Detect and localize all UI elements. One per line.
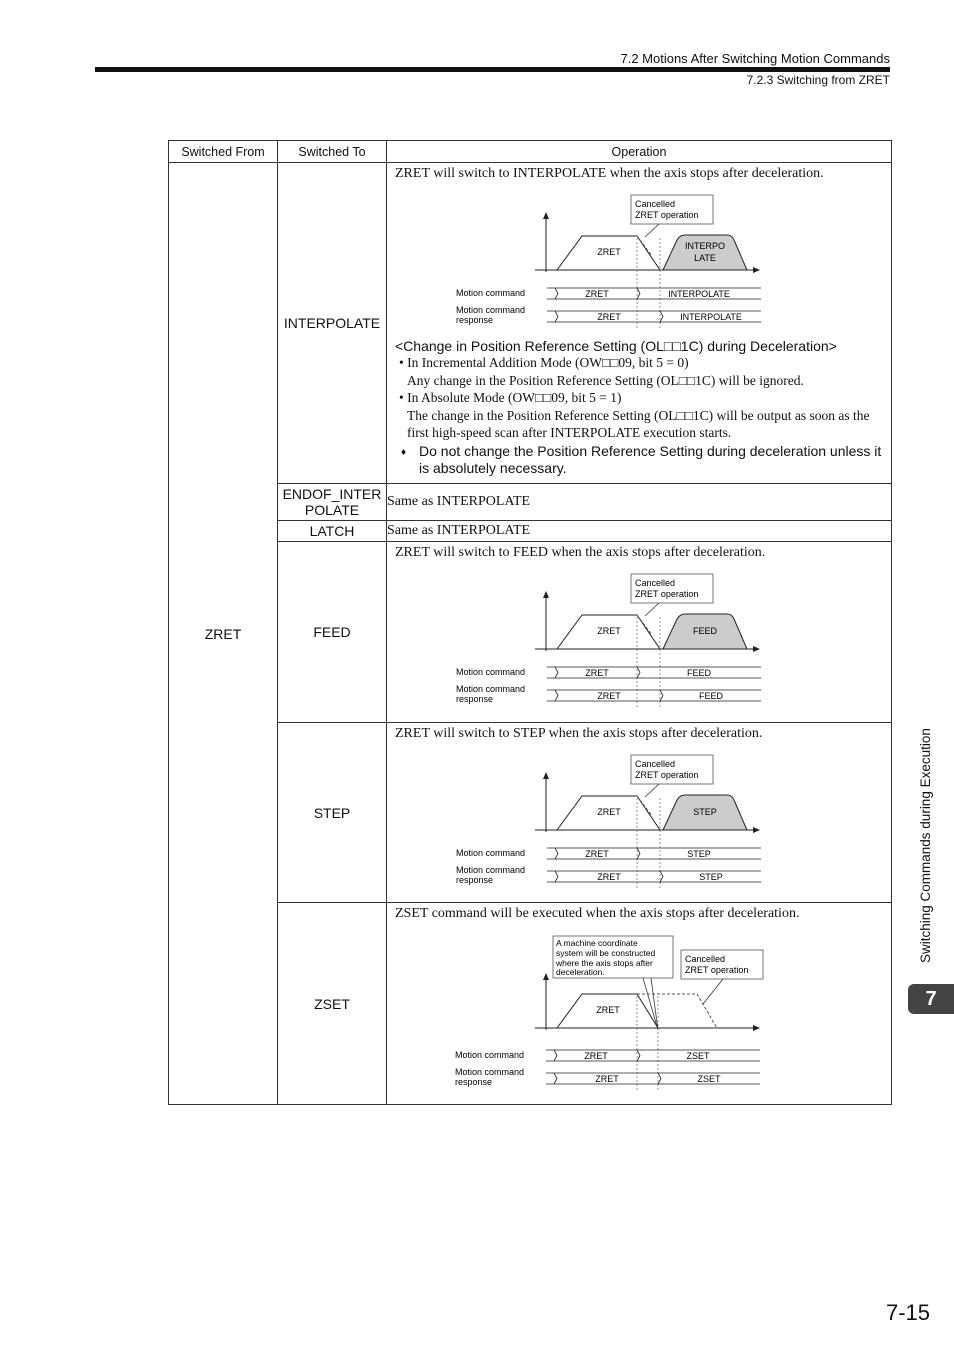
profile-label-interpolate-2: LATE [694, 253, 716, 263]
response-timeline [547, 871, 761, 882]
profile-label-interpolate-1: INTERPO [684, 241, 726, 251]
callout-line-1: Cancelled [685, 954, 726, 964]
operation-cell: Same as INTERPOLATE [387, 484, 892, 521]
response-interpolate: INTERPOLATE [680, 312, 742, 322]
profile-label-zret: ZRET [597, 247, 621, 257]
velocity-axis-arrow [543, 772, 549, 779]
response-timeline [546, 1073, 760, 1084]
response-label-2: response [456, 315, 494, 325]
coord-callout-line-2: system will be constructed [556, 948, 656, 958]
response-zret: ZRET [597, 872, 621, 882]
callout-line-2: ZRET operation [685, 965, 749, 975]
switched-to-feed: FEED [278, 542, 387, 723]
header-rule [95, 67, 890, 72]
command-timeline [547, 667, 761, 678]
header-switched-to: Switched To [278, 141, 387, 163]
profile-label-zret: ZRET [597, 626, 621, 636]
command-interpolate: INTERPOLATE [668, 289, 730, 299]
header-switched-from: Switched From [169, 141, 278, 163]
response-label-1: Motion command [455, 1067, 525, 1077]
timing-diagram-zset [447, 924, 827, 1098]
velocity-axis-arrow [543, 591, 549, 598]
switched-to-step: STEP [278, 723, 387, 903]
callout-line-2: ZRET operation [635, 589, 699, 599]
response-timeline [547, 690, 761, 701]
command-timeline [546, 1050, 760, 1061]
operation-lead: ZRET will switch to INTERPOLATE when the axis stops after deceleration. [395, 166, 824, 181]
operation-lead: ZSET command will be executed when the axis stops after deceleration. [395, 906, 800, 921]
coord-callout-line-3: where the axis stops after [556, 958, 653, 968]
table-row [169, 723, 892, 903]
callout-pointer [645, 224, 659, 237]
command-timeline [547, 848, 761, 859]
table-row [169, 903, 892, 1105]
response-feed: FEED [698, 691, 724, 701]
response-label-2: response [456, 875, 494, 885]
time-axis-arrow [753, 1025, 760, 1031]
callout-line-2: ZRET operation [635, 770, 699, 780]
command-zret: ZRET [584, 1051, 608, 1061]
response-label-2: response [455, 1077, 493, 1087]
operation-lead: ZRET will switch to STEP when the axis stops after deceleration. [395, 726, 763, 741]
operation-cell [387, 542, 892, 723]
switched-from-cell: ZRET [169, 163, 278, 1105]
section-header: 7.2 Motions After Switching Motion Commands [620, 51, 890, 66]
coord-callout-line-1: A machine coordinate [556, 938, 638, 948]
incremental-mode-bullet: • In Incremental Addition Mode (OW□□09, bit 5 = 0) [399, 355, 689, 370]
motion-command-label: Motion command [456, 667, 526, 677]
callout-pointer [703, 979, 723, 1004]
command-zset: ZSET [686, 1051, 710, 1061]
switched-to-zset: ZSET [278, 903, 387, 1105]
switched-to-interpolate: INTERPOLATE [278, 163, 387, 484]
operation-cell [387, 163, 892, 484]
switched-to-latch: LATCH [278, 521, 387, 542]
header-operation: Operation [387, 141, 892, 163]
time-axis-arrow [753, 267, 760, 273]
operation-cell: Same as INTERPOLATE [387, 521, 892, 542]
callout-pointer [645, 784, 659, 797]
command-step: STEP [687, 849, 711, 859]
timing-diagram-interpolate [447, 184, 827, 336]
profile-label-zret: ZRET [597, 807, 621, 817]
caution-note [387, 441, 891, 481]
table-row [169, 521, 892, 542]
incremental-mode-text: Any change in the Position Reference Setting (OL□□1C) will be ignored. [407, 373, 804, 388]
callout-line-1: Cancelled [635, 578, 676, 588]
operation-cell [387, 723, 892, 903]
to-line-1: ENDOF_INTER [282, 486, 382, 502]
reference-change-heading: <Change in Position Reference Setting (OL□□1C) during Deceleration> [395, 338, 837, 354]
response-label-1: Motion command [456, 305, 526, 315]
callout-line-1: Cancelled [635, 759, 676, 769]
response-zret: ZRET [597, 312, 621, 322]
subsection-header: 7.2.3 Switching from ZRET [746, 73, 890, 87]
timing-diagram-step [447, 744, 827, 896]
table-header-row [169, 141, 892, 163]
operation-cell [387, 903, 892, 1105]
chapter-title-vertical: Switching Commands during Execution [918, 728, 933, 963]
command-zret: ZRET [585, 289, 609, 299]
table-row [169, 542, 892, 723]
callout-line-1: Cancelled [635, 199, 676, 209]
caution-text: Do not change the Position Reference Setting during deceleration unless it is absolutely necessary. [419, 443, 882, 476]
to-line-2: POLATE [304, 502, 360, 518]
response-zret: ZRET [597, 691, 621, 701]
motion-command-label: Motion command [455, 1050, 525, 1060]
coordinate-callout-pointer [643, 978, 658, 1030]
operation-lead: ZRET will switch to FEED when the axis stops after deceleration. [395, 545, 766, 560]
command-zret: ZRET [585, 849, 609, 859]
motion-command-label: Motion command [456, 848, 526, 858]
profile-label-feed: FEED [692, 626, 718, 636]
response-label-2: response [456, 694, 494, 704]
time-axis-arrow [753, 827, 760, 833]
switching-table [168, 140, 892, 1105]
profile-label-step: STEP [693, 807, 717, 817]
chapter-number-tab: 7 [908, 984, 954, 1014]
response-label-1: Motion command [456, 865, 526, 875]
velocity-axis-arrow [543, 973, 549, 980]
coord-callout-line-4: deceleration. [556, 967, 605, 977]
command-zret: ZRET [585, 668, 609, 678]
motion-command-label: Motion command [456, 288, 526, 298]
time-axis-arrow [753, 646, 760, 652]
callout-line-2: ZRET operation [635, 210, 699, 220]
response-zret: ZRET [595, 1074, 619, 1084]
absolute-mode-text: The change in the Position Reference Setting (OL□□1C) will be output as soon as the first high-speed scan after INTERPOLATE execution starts. [407, 408, 870, 440]
table-row [169, 163, 892, 484]
response-label-1: Motion command [456, 684, 526, 694]
response-step: STEP [699, 872, 723, 882]
caution-diamond-icon: ♦ [401, 447, 407, 458]
command-feed: FEED [686, 668, 712, 678]
callout-pointer [645, 603, 659, 616]
switched-to-endof-interpolate [278, 484, 387, 521]
velocity-axis-arrow [543, 212, 549, 219]
profile-label-zret: ZRET [596, 1005, 620, 1015]
response-zset: ZSET [697, 1074, 721, 1084]
absolute-mode-bullet: • In Absolute Mode (OW□□09, bit 5 = 1) [399, 390, 622, 405]
page-number: 7-15 [885, 1300, 930, 1325]
timing-diagram-feed [447, 563, 827, 715]
table-row [169, 484, 892, 521]
